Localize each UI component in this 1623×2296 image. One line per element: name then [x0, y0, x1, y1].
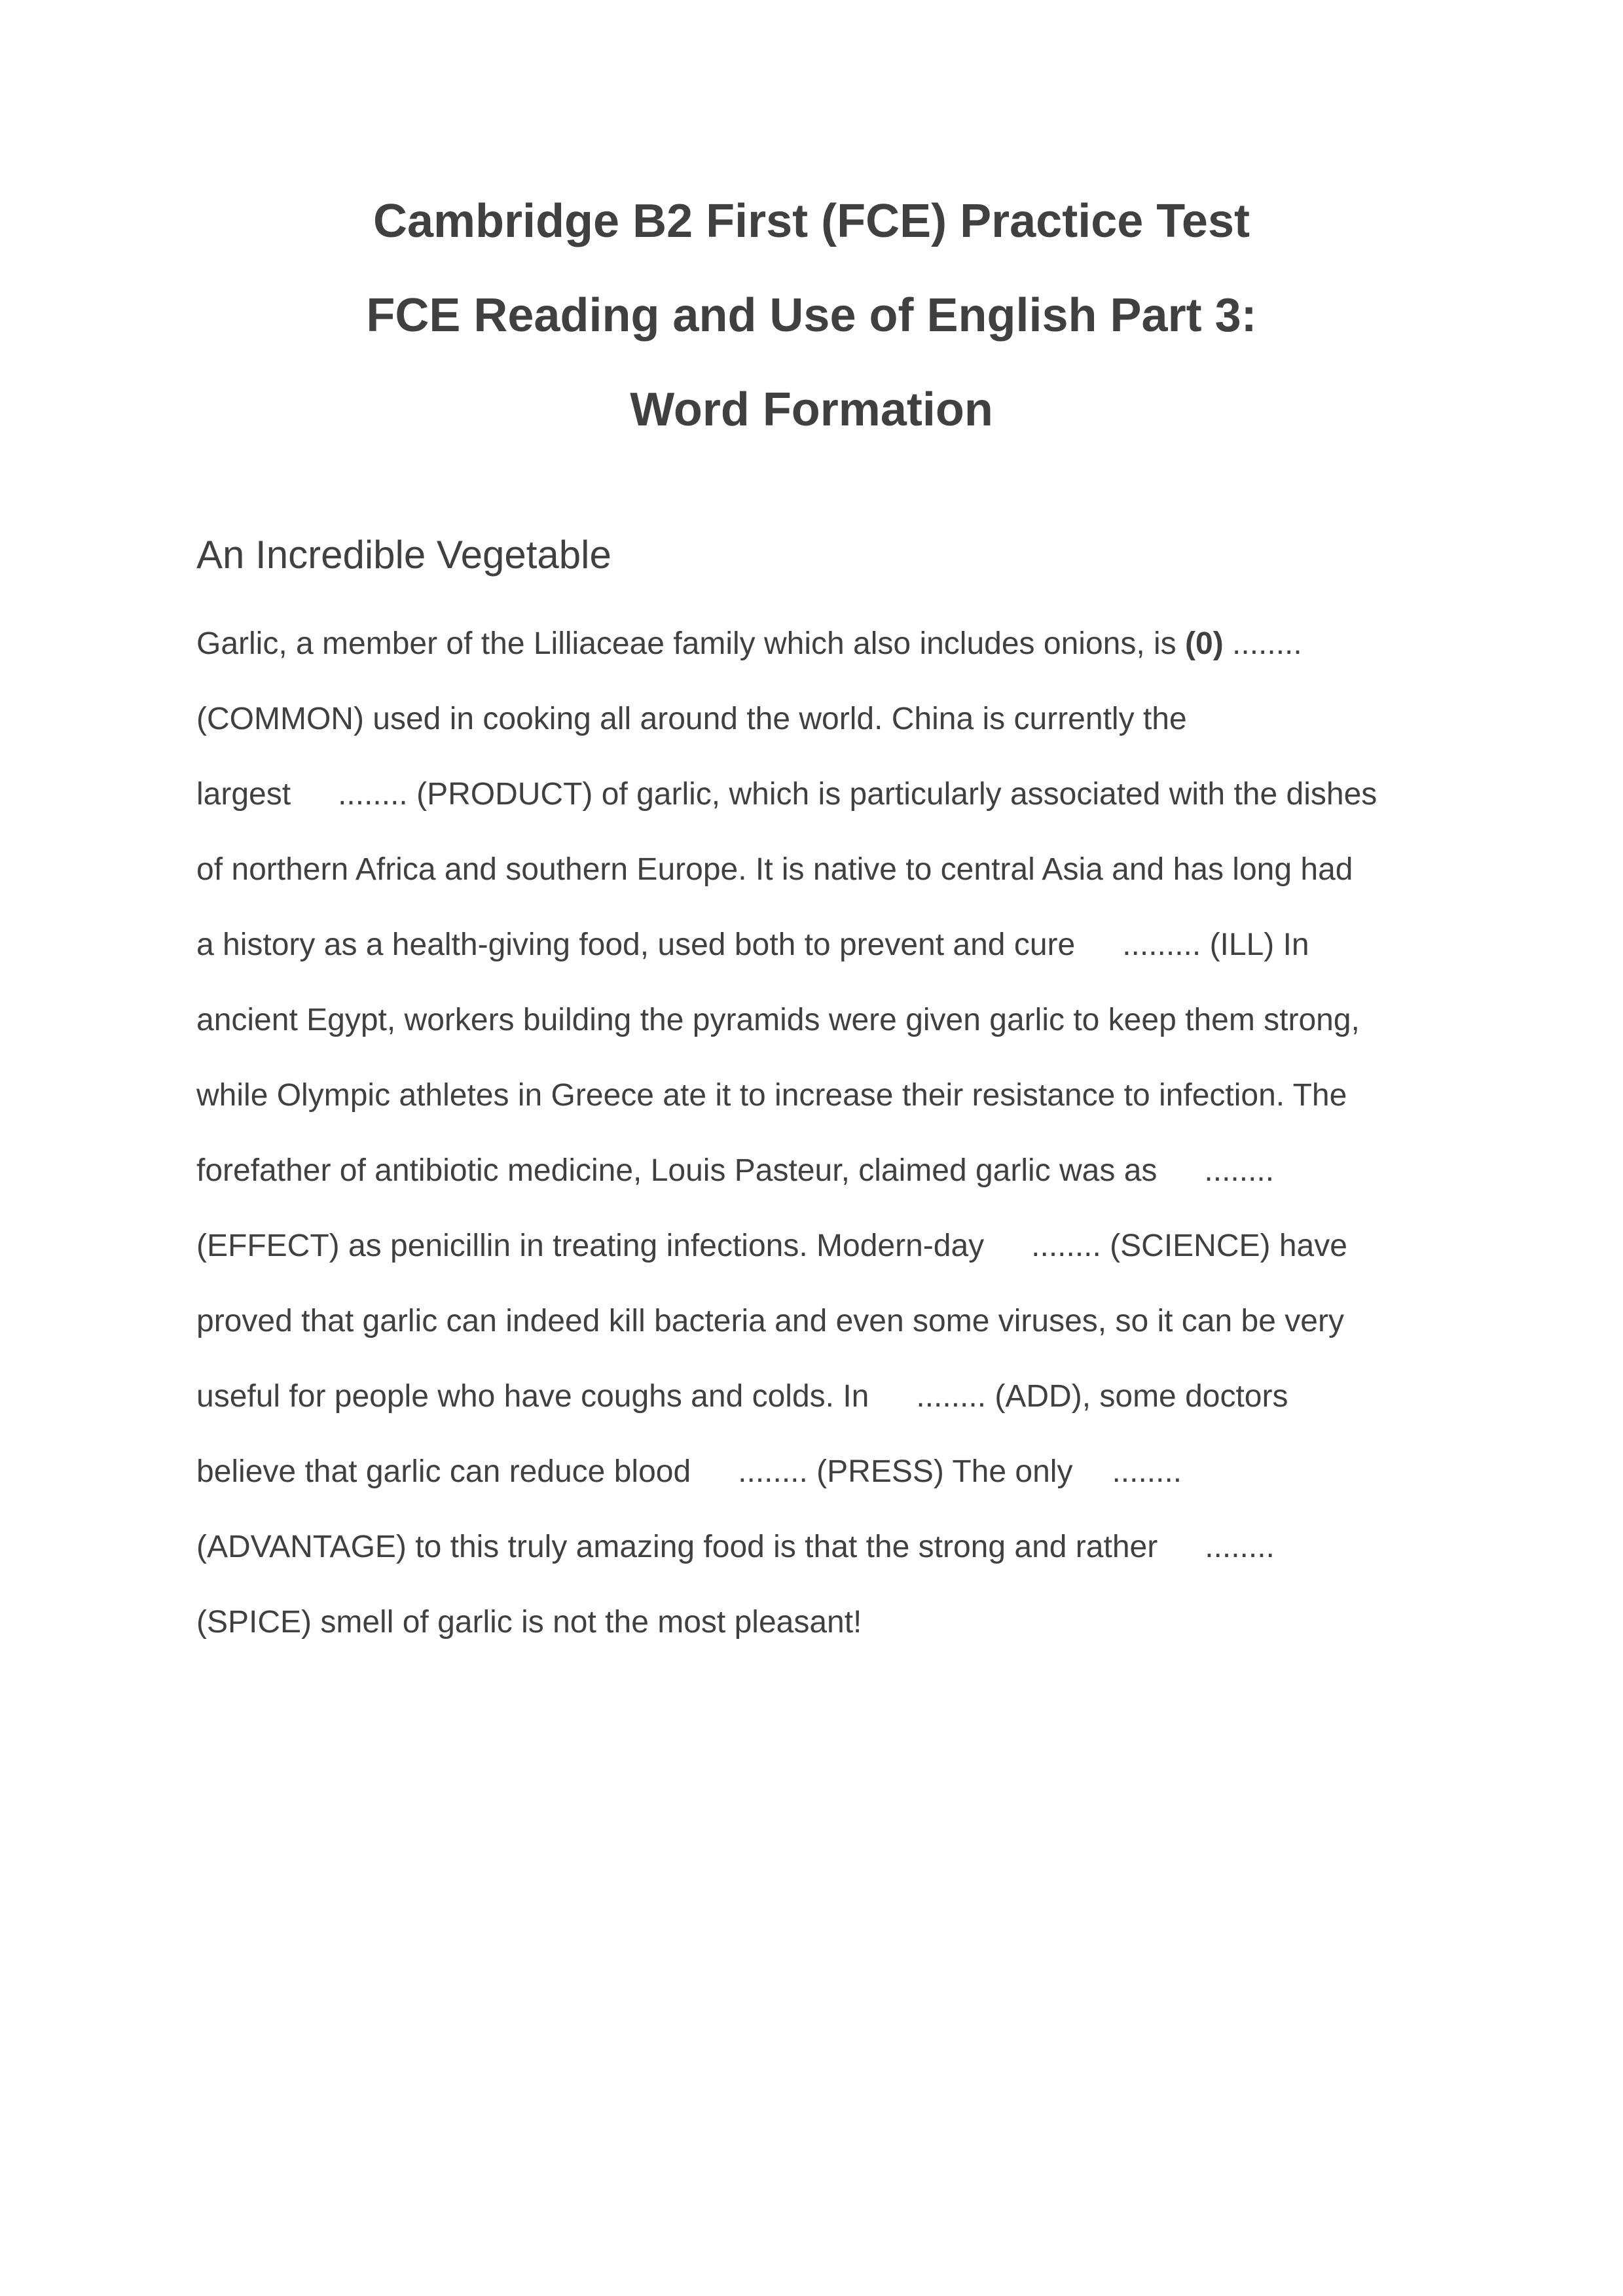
text-line: [196, 1155, 1473, 1230]
text-fragment: (ADVANTAGE) to this truly amazing food is that the strong and rather: [196, 1530, 1158, 1564]
text-fragment: ancient Egypt, workers building the pyramids were given garlic to keep them strong,: [196, 1003, 1360, 1037]
text-fragment: proved that garlic can indeed kill bacteria and even some viruses, so it can be very: [196, 1304, 1344, 1338]
text-line: [196, 1456, 1473, 1532]
text-line: [196, 1532, 1473, 1607]
text-fragment: Garlic, a member of the Lilliaceae family which also includes onions, is: [196, 626, 1186, 661]
text-line: [196, 704, 1473, 779]
text-fragment: (COMMON) used in cooking all around the world. China is currently the: [196, 702, 1187, 736]
gap-blank: ........: [1205, 1530, 1275, 1564]
gap-blank: ........: [1223, 626, 1302, 661]
text-line: [196, 854, 1473, 929]
text-fragment: believe that garlic can reduce blood: [196, 1454, 691, 1489]
text-fragment: (EFFECT) as penicillin in treating infections. Modern-day: [196, 1229, 985, 1263]
text-line: [196, 628, 1473, 704]
text-line: [196, 1230, 1473, 1306]
gap-blank: ......... (ILL) In: [1122, 927, 1309, 962]
document-subtitle-part: Word Formation: [630, 384, 993, 436]
text-fragment: useful for people who have coughs and colds. In: [196, 1379, 869, 1414]
exercise-heading: An Incredible Vegetable: [196, 533, 611, 577]
text-fragment: of northern Africa and southern Europe. It is native to central Asia and has long had: [196, 852, 1353, 887]
text-line: [196, 1080, 1473, 1155]
text-line: [196, 1381, 1473, 1456]
text-line: [196, 929, 1473, 1005]
text-line: [196, 1005, 1473, 1080]
document-title: Cambridge B2 First (FCE) Practice Test: [373, 195, 1250, 247]
text-line: [196, 1607, 1473, 1682]
gap-blank: ........ (SCIENCE) have: [1031, 1229, 1347, 1263]
gap-blank: ........ (PRODUCT) of garlic, which is particularly associated with the dishes: [338, 777, 1377, 812]
gap-blank: ........: [1112, 1454, 1182, 1489]
text-line: [196, 1306, 1473, 1381]
document-subtitle: FCE Reading and Use of English Part 3:: [366, 289, 1257, 342]
text-fragment: largest: [196, 777, 291, 812]
exercise-text: [196, 628, 1473, 1682]
text-fragment: (SPICE) smell of garlic is not the most pleasant!: [196, 1605, 862, 1640]
text-fragment: while Olympic athletes in Greece ate it to increase their resistance to infection. The: [196, 1078, 1347, 1113]
text-fragment: a history as a health-giving food, used both to prevent and cure: [196, 927, 1076, 962]
gap-blank: ........ (ADD), some doctors: [916, 1379, 1288, 1414]
text-fragment: forefather of antibiotic medicine, Louis Pasteur, claimed garlic was as: [196, 1153, 1158, 1188]
gap-blank: ........ (PRESS) The only: [738, 1454, 1073, 1489]
example-marker: (0): [1185, 626, 1224, 661]
gap-blank: ........: [1204, 1153, 1275, 1188]
text-line: [196, 779, 1473, 854]
